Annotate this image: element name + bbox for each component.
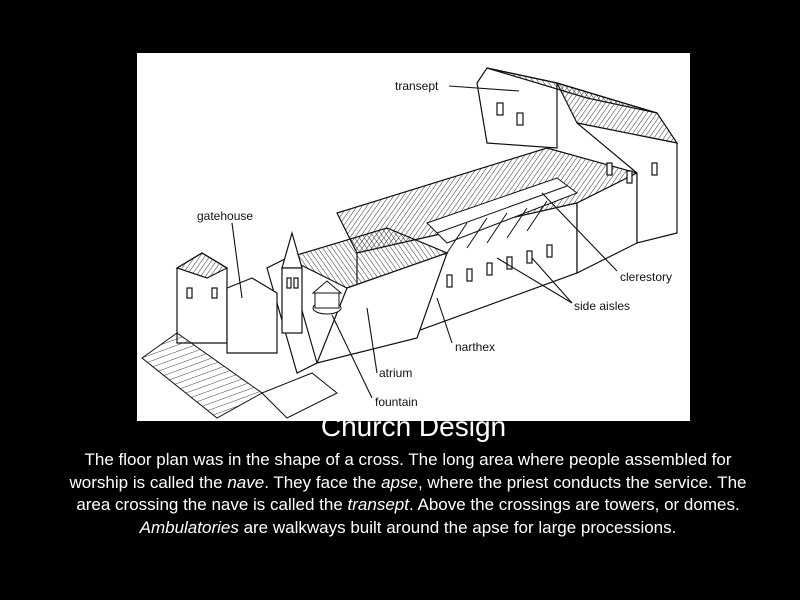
body-text-run: . Above the crossings are towers, or domes.: [408, 495, 740, 514]
body-term: transept: [347, 495, 409, 514]
label-gatehouse: gatehouse: [197, 209, 254, 223]
label-fountain: fountain: [375, 395, 418, 409]
body-term: apse: [381, 472, 418, 492]
body-text-run: The floor plan was in the shape of a cross. The long area where people assembled for worship is called the: [69, 450, 732, 492]
gatehouse-building: [177, 233, 302, 353]
slide-title: Church Design: [320, 411, 507, 442]
body-term: Ambulatories: [139, 517, 239, 537]
label-transept: transept: [395, 79, 439, 93]
church-diagram: [137, 53, 690, 421]
fountain-structure: [313, 281, 341, 314]
label-atrium: atrium: [379, 366, 413, 380]
label-clerestory: clerestory: [620, 270, 673, 284]
slide-body-text: [58, 449, 758, 539]
body-text-run: , where the priest conducts the service. The area crossing the nave is called the: [76, 472, 747, 514]
label-narthex: narthex: [455, 340, 496, 354]
body-term: nave: [227, 472, 265, 492]
label-side-aisles: side aisles: [574, 299, 631, 313]
body-text-run: . They face the: [264, 472, 382, 492]
church-illustration: [137, 53, 690, 421]
body-text-run: are walkways built around the apse for large processions.: [238, 517, 677, 537]
